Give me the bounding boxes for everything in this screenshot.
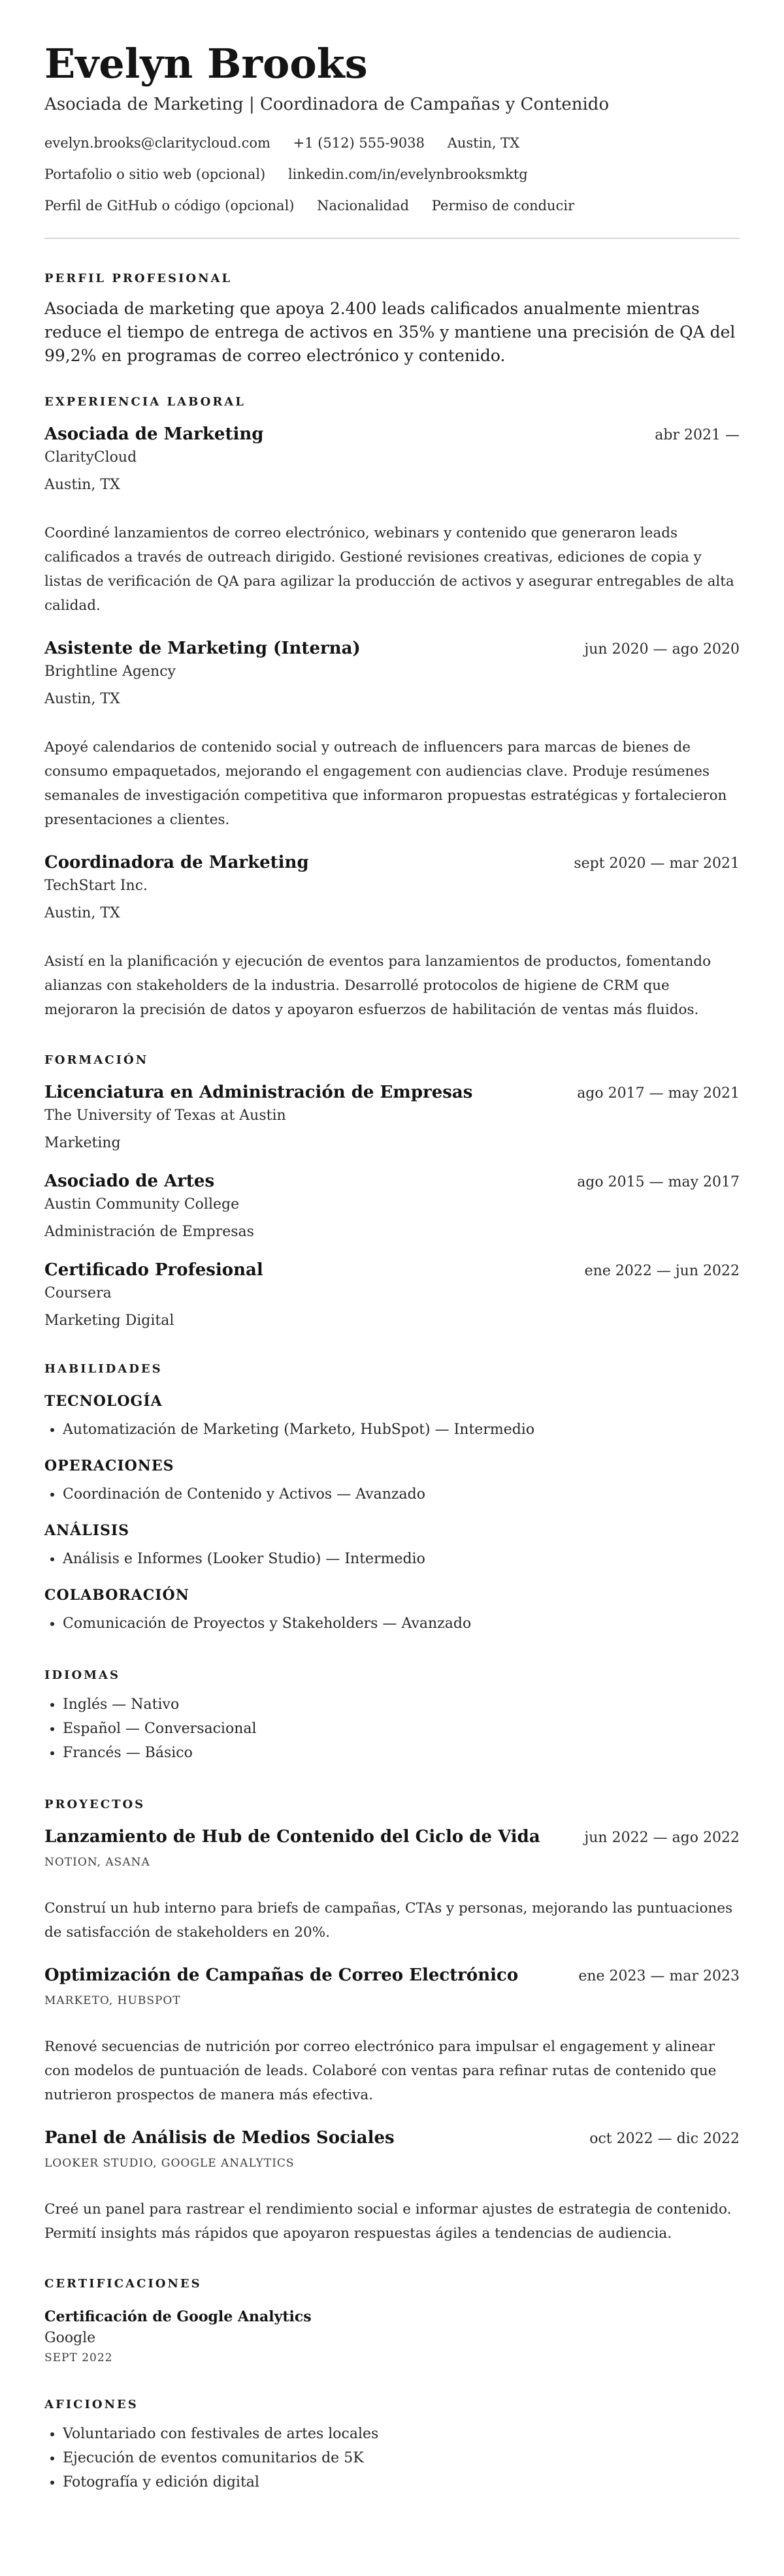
project-tech: LOOKER STUDIO, GOOGLE ANALYTICS [44, 2157, 295, 2170]
hobby-item: • Ejecución de eventos comunitarios de 5K [63, 2446, 740, 2470]
project-tech: MARKETO, HUBSPOT [44, 1994, 181, 2007]
skill-item: • Automatización de Marketing (Marketo, HubSpot) — Intermedio [63, 1418, 740, 1442]
skills-section-title: HABILIDADES [44, 1362, 163, 1376]
job-description: Coordiné lanzamientos de correo electrónico, webinars y contenido que generaron leads calificados a través de outreach dirigido. Gestioné revisiones creativas, ediciones de copia y listas de verificación de QA para agilizar la producción de activos y asegurar entregables de alta calidad. [44, 525, 734, 614]
experience-entry [44, 851, 740, 1022]
project-dates: ene 2023 — mar 2023 [578, 1968, 740, 1984]
language-item: • Francés — Básico [63, 1741, 740, 1765]
nationality-text: Nacionalidad [317, 198, 410, 214]
location-text: Austin, TX [447, 135, 520, 151]
portfolio-link[interactable]: Portafolio o sitio web (opcional) [44, 167, 266, 182]
experience-section [44, 395, 740, 1022]
certification-issuer: Google [44, 2330, 96, 2346]
job-description: Apoyé calendarios de contenido social y outreach de influencers para marcas de bienes de consumo empaquetados, mejorando el engagement con audiencias clave. Produje resúmenes semanales de investigación competitiva que informaron propuestas estratégicas y fortalecieron presentaciones a clientes. [44, 739, 727, 828]
job-title: Asistente de Marketing (Interna) [44, 639, 361, 658]
skill-category-name: COLABORACIÓN [44, 1587, 189, 1604]
job-description: Asistí en la planificación y ejecución de eventos para lanzamientos de productos, fomentando alianzas con stakeholders de la industria. Desarrollé protocolos de higiene de CRM que mejoraron la precisión de datos y apoyaron esfuerzos de habilitación de ventas más fluidos. [44, 953, 711, 1018]
project-description: Construí un hub interno para briefs de campañas, CTAs y personas, mejorando las puntuaciones de satisfacción de stakeholders en 20%. [44, 1900, 733, 1941]
language-item: • Inglés — Nativo [63, 1693, 740, 1717]
job-dates: sept 2020 — mar 2021 [574, 855, 740, 872]
language-list [44, 1693, 740, 1765]
education-entry [44, 1170, 740, 1243]
candidate-headline: Asociada de Marketing | Coordinadora de Campañas y Contenido [44, 95, 610, 114]
projects-section [44, 1798, 740, 2246]
project-entry [44, 2127, 740, 2246]
job-location: Austin, TX [44, 691, 120, 707]
job-location: Austin, TX [44, 905, 120, 921]
candidate-name: Evelyn Brooks [44, 40, 368, 87]
skill-category-name: OPERACIONES [44, 1457, 174, 1474]
degree-dates: ene 2022 — jun 2022 [584, 1263, 740, 1279]
education-section-title: FORMACIÓN [44, 1053, 149, 1067]
skill-item: • Comunicación de Proyectos y Stakeholders — Avanzado [63, 1612, 740, 1636]
hobbies-section [44, 2398, 740, 2494]
language-item: • Español — Conversacional [63, 1717, 740, 1741]
job-dates: jun 2020 — ago 2020 [584, 641, 740, 658]
school-name: Austin Community College [44, 1196, 240, 1213]
certification-entry [44, 2306, 740, 2366]
experience-entry [44, 637, 740, 832]
resume-header [44, 40, 740, 215]
contact-line-3 [44, 196, 740, 215]
certification-date: SEPT 2022 [44, 2351, 113, 2364]
skills-section [44, 1362, 740, 1636]
skill-category [44, 1585, 740, 1636]
hobby-item: • Fotografía y edición digital [63, 2470, 740, 2494]
job-company: TechStart Inc. [44, 878, 148, 894]
degree-title: Licenciatura en Administración de Empresas [44, 1083, 473, 1102]
project-description: Creé un panel para rastrear el rendimiento social e informar ajustes de estrategia de contenido. Permití insights más rápidos que apoyaron respuestas ágiles a tendencias de audiencia. [44, 2201, 732, 2242]
linkedin-link[interactable]: linkedin.com/in/evelynbrooksmktg [287, 167, 528, 182]
hobby-item: • Voluntariado con festivales de artes locales [63, 2422, 740, 2446]
school-name: Coursera [44, 1285, 112, 1301]
skill-item: • Análisis e Informes (Looker Studio) — Intermedio [63, 1547, 740, 1571]
hobby-list [44, 2422, 740, 2494]
job-dates: abr 2021 — [655, 427, 740, 443]
skill-category-name: TECNOLOGÍA [44, 1393, 163, 1410]
contact-line-2 [44, 165, 740, 184]
education-entry [44, 1081, 740, 1154]
skill-category [44, 1391, 740, 1442]
project-dates: jun 2022 — ago 2022 [584, 1830, 740, 1846]
skill-item: • Coordinación de Contenido y Activos — Avanzado [63, 1482, 740, 1506]
degree-title: Certificado Profesional [44, 1260, 263, 1280]
languages-section [44, 1668, 740, 1765]
school-name: The University of Texas at Austin [44, 1107, 286, 1124]
project-name: Panel de Análisis de Medios Sociales [44, 2128, 395, 2148]
skill-list [44, 1612, 740, 1636]
experience-entry [44, 423, 740, 618]
github-link[interactable]: Perfil de GitHub o código (opcional) [44, 198, 295, 214]
education-section [44, 1053, 740, 1332]
projects-section-title: PROYECTOS [44, 1798, 146, 1811]
job-company: ClarityCloud [44, 449, 137, 466]
project-name: Lanzamiento de Hub de Contenido del Ciclo de Vida [44, 1827, 540, 1847]
project-description: Renové secuencias de nutrición por correo electrónico para impulsar el engagement y alinear con modelos de puntuación de leads. Colaboré con ventas para refinar rutas de contenido que nutrieron prospectos de manera más efectiva. [44, 2039, 717, 2103]
project-dates: oct 2022 — dic 2022 [589, 2131, 740, 2147]
languages-section-title: IDIOMAS [44, 1668, 121, 1682]
certifications-section-title: CERTIFICACIONES [44, 2277, 202, 2291]
study-field: Marketing Digital [44, 1312, 174, 1329]
project-tech: NOTION, ASANA [44, 1856, 150, 1869]
project-entry [44, 1826, 740, 1945]
profile-section-title: PERFIL PROFESIONAL [44, 272, 233, 285]
job-location: Austin, TX [44, 477, 120, 493]
degree-dates: ago 2015 — may 2017 [577, 1174, 740, 1190]
profile-summary: Asociada de marketing que apoya 2.400 leads calificados anualmente mientras reduce el tiempo de entrega de activos en 35% y mantiene una precisión de QA del 99,2% en programas de correo electrónico y contenido. [44, 299, 736, 365]
job-title: Coordinadora de Marketing [44, 853, 309, 872]
phone-text: +1 (512) 555-9038 [293, 135, 425, 151]
project-name: Optimización de Campañas de Correo Electrónico [44, 1965, 519, 1985]
experience-section-title: EXPERIENCIA LABORAL [44, 395, 246, 409]
skill-category-name: ANÁLISIS [44, 1522, 130, 1539]
contact-line-1 [44, 133, 740, 153]
degree-title: Asociado de Artes [44, 1171, 215, 1191]
skill-category [44, 1456, 740, 1506]
skill-list [44, 1482, 740, 1506]
project-entry [44, 1964, 740, 2107]
skill-list [44, 1418, 740, 1442]
education-entry [44, 1259, 740, 1332]
study-field: Administración de Empresas [44, 1224, 254, 1240]
license-text: Permiso de conducir [431, 198, 575, 214]
skill-category [44, 1521, 740, 1571]
email-link[interactable]: evelyn.brooks@claritycloud.com [44, 135, 270, 151]
profile-section [44, 272, 740, 368]
degree-dates: ago 2017 — may 2021 [577, 1085, 740, 1102]
job-company: Brightline Agency [44, 663, 176, 680]
study-field: Marketing [44, 1135, 121, 1151]
certifications-section [44, 2277, 740, 2366]
hobbies-section-title: AFICIONES [44, 2398, 139, 2411]
job-title: Asociada de Marketing [44, 424, 264, 444]
certification-name: Certificación de Google Analytics [44, 2308, 312, 2325]
header-divider [44, 238, 740, 239]
skill-list [44, 1547, 740, 1571]
